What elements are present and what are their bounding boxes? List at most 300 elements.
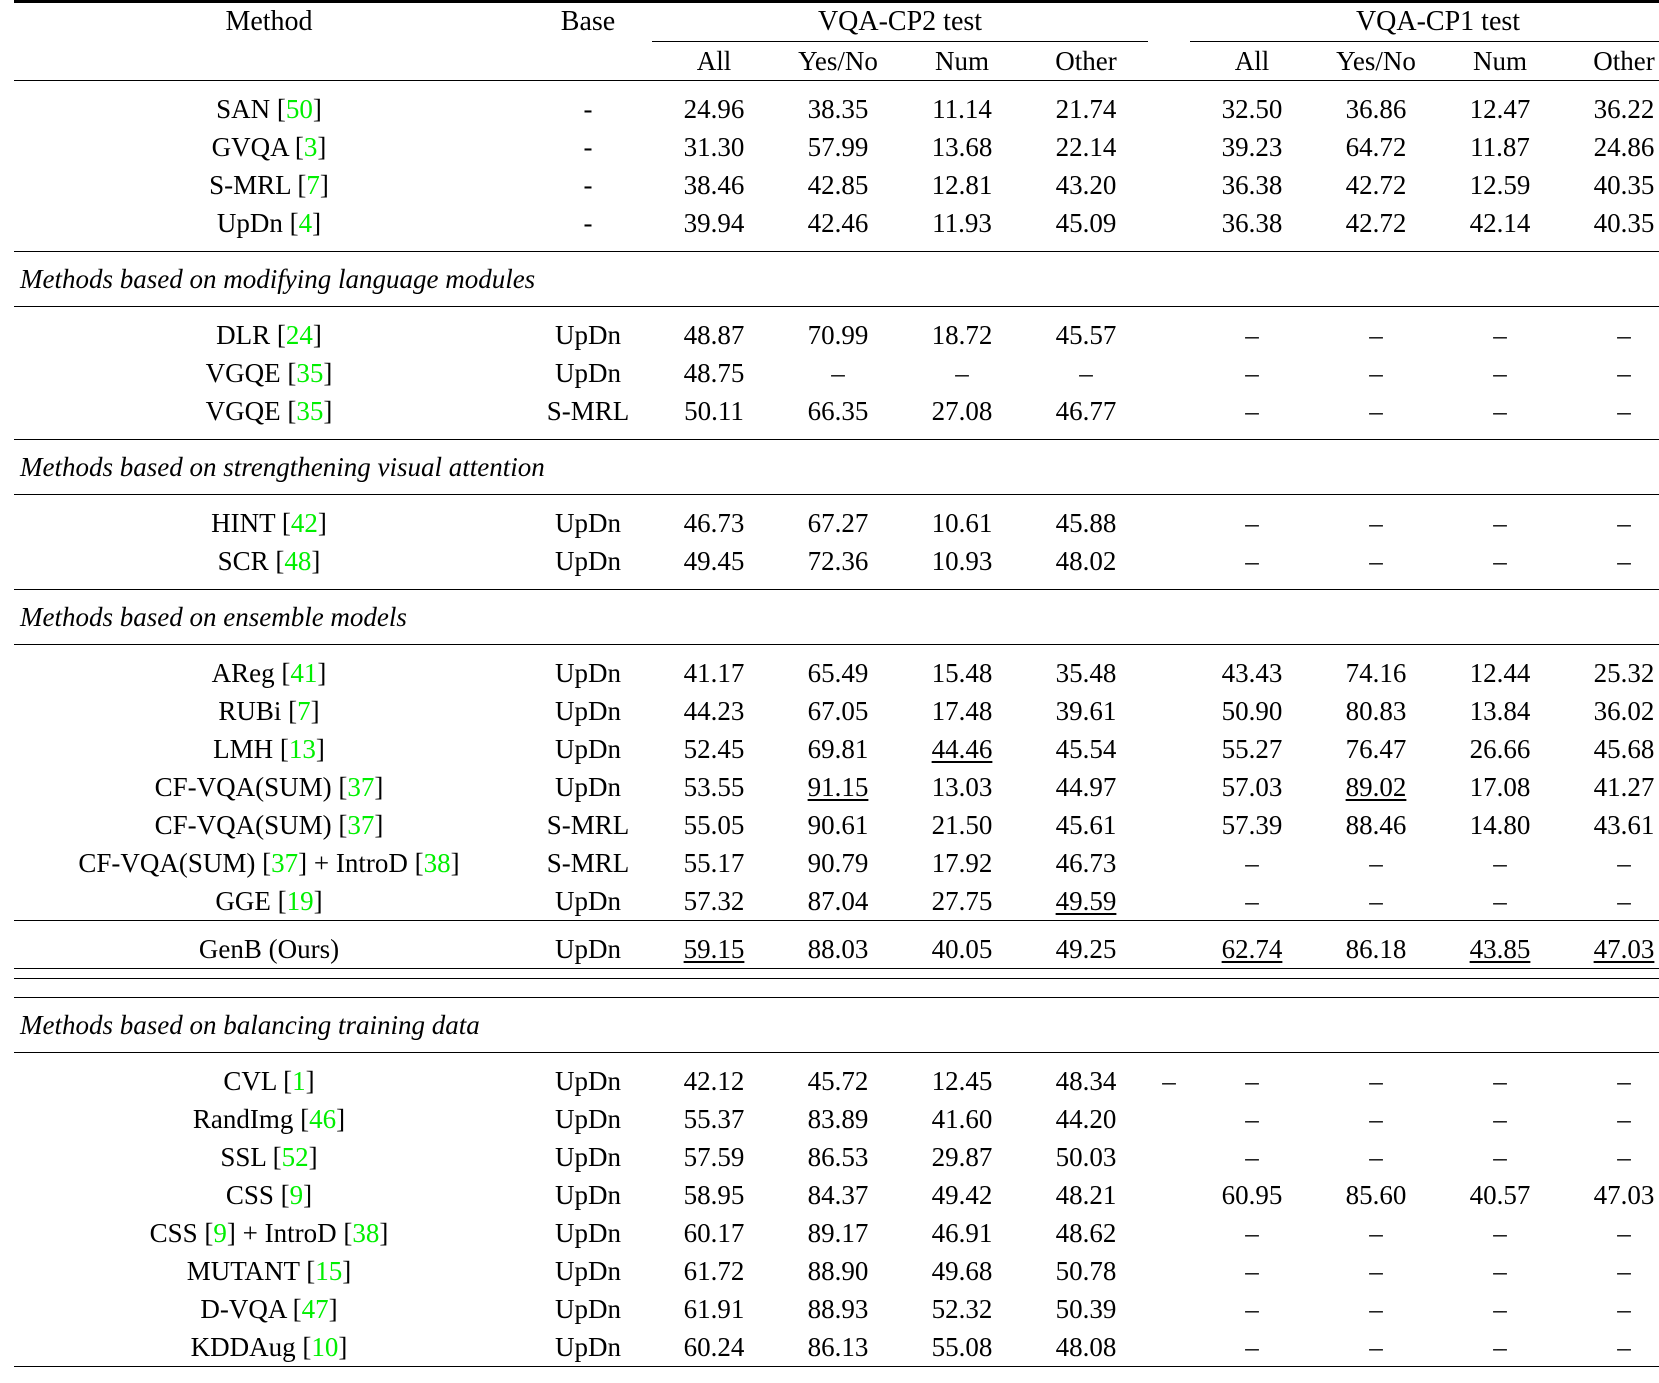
cell-cp1-other: – [1617, 396, 1631, 426]
cell-cp1-yes-no: – [1369, 1256, 1383, 1286]
citation-ref[interactable]: 38 [423, 848, 451, 878]
cell-cp2-other: – [1079, 358, 1093, 388]
cell-cp1-other: 25.32 [1593, 658, 1655, 688]
column-gap [1148, 316, 1190, 354]
section-rule [14, 81, 1659, 91]
cell-method: SSL [52] [220, 1142, 318, 1172]
section-title-row [14, 440, 1659, 495]
cell-cp1-num: – [1493, 848, 1507, 878]
cell-cp2-num: 17.48 [931, 696, 993, 726]
cell-cp1-other: 41.27 [1593, 772, 1655, 802]
citation-ref[interactable]: 1 [292, 1066, 306, 1096]
cell-base: S-MRL [546, 396, 630, 426]
cell-cp1-other: 36.02 [1593, 696, 1655, 726]
cell-cp2-num: 44.46 [931, 734, 993, 764]
cell-method: SAN [50] [216, 94, 322, 124]
cell-cp1-yes-no: – [1369, 1066, 1383, 1096]
cell-cp2-other: 22.14 [1055, 132, 1117, 162]
citation-ref[interactable]: 42 [290, 508, 318, 538]
cell-cp1-yes-no: 88.46 [1345, 810, 1407, 840]
citation-ref[interactable]: 35 [296, 396, 324, 426]
cell-cp2-num: – [955, 358, 969, 388]
citation-ref[interactable]: 47 [301, 1294, 329, 1324]
cell-cp1-num: – [1493, 358, 1507, 388]
cell-cp1-num: 14.80 [1469, 810, 1531, 840]
table-row [14, 166, 1659, 204]
cell-cp1-num: – [1493, 396, 1507, 426]
cell-cp1-all: 39.23 [1221, 132, 1283, 162]
citation-ref[interactable]: 41 [290, 658, 318, 688]
cell-cp2-all: 50.11 [684, 396, 744, 426]
cell-cp2-all: 24.96 [683, 94, 745, 124]
cell-base: UpDn [555, 696, 621, 726]
citation-ref[interactable]: 9 [289, 1180, 304, 1210]
citation-ref[interactable]: 15 [315, 1256, 343, 1286]
table-row [14, 316, 1659, 354]
cell-cp2-other: 50.03 [1055, 1142, 1117, 1172]
cell-cp1-yes-no: 64.72 [1345, 132, 1407, 162]
cell-cp2-num: 41.60 [931, 1104, 993, 1134]
cell-cp2-other: 44.97 [1055, 772, 1117, 802]
cell-cp2-other: 39.61 [1055, 696, 1117, 726]
cell-method: VGQE [35] [205, 396, 333, 426]
table-row [14, 930, 1659, 969]
table-row [14, 128, 1659, 166]
column-gap [1148, 806, 1190, 844]
cell-cp2-num: 13.68 [931, 132, 993, 162]
citation-ref[interactable]: 46 [309, 1104, 337, 1134]
column-gap [1148, 2, 1190, 42]
column-gap [1148, 692, 1190, 730]
column-gap [1148, 1176, 1190, 1214]
cell-base: UpDn [555, 1104, 621, 1134]
cell-base: UpDn [555, 658, 621, 688]
cell-cp1-all: – [1245, 546, 1259, 576]
column-subheader: All [696, 46, 732, 76]
cell-cp1-all: – [1245, 358, 1259, 388]
cell-cp1-other: 47.03 [1593, 934, 1655, 964]
cell-cp2-all: 57.59 [683, 1142, 745, 1172]
cell-cp2-yes-no: 86.53 [807, 1142, 869, 1172]
cell-cp1-yes-no: – [1369, 1332, 1383, 1362]
citation-ref[interactable]: 50 [285, 94, 313, 124]
cell-cp1-other: 40.35 [1593, 208, 1655, 238]
column-header-method: Method [14, 2, 524, 81]
section-title-row [14, 590, 1659, 645]
column-gap [1148, 844, 1190, 882]
cell-cp1-num: – [1493, 1066, 1507, 1096]
spacer-row [14, 988, 1659, 998]
cell-cp1-all: 50.90 [1221, 696, 1283, 726]
cell-cp2-all: 48.75 [683, 358, 745, 388]
section-rule [14, 921, 1659, 931]
citation-ref[interactable]: 10 [311, 1332, 339, 1362]
cell-method: CSS [9] + IntroD [38] [149, 1218, 389, 1248]
column-gap [1148, 730, 1190, 768]
spacer-row [14, 580, 1659, 590]
cell-cp2-all: 60.17 [683, 1218, 745, 1248]
cell-cp1-all: – [1245, 886, 1259, 916]
cell-method: DLR [24] [216, 320, 322, 350]
cell-cp1-num: 17.08 [1469, 772, 1531, 802]
citation-ref[interactable]: 24 [285, 320, 313, 350]
cell-base: UpDn [555, 772, 621, 802]
cell-cp1-yes-no: – [1369, 1294, 1383, 1324]
cell-cp2-yes-no: 72.36 [807, 546, 869, 576]
cell-base: UpDn [555, 358, 621, 388]
cell-cp2-all: 53.55 [683, 772, 745, 802]
cell-cp1-other: – [1617, 1218, 1631, 1248]
cell-cp1-yes-no: – [1369, 320, 1383, 350]
cell-method: GenB (Ours) [198, 934, 340, 964]
section-rule [14, 1053, 1659, 1063]
section-rule [14, 307, 1659, 317]
cell-method: UpDn [4] [216, 208, 322, 238]
cell-cp1-num: – [1493, 1104, 1507, 1134]
cell-cp2-yes-no: 66.35 [807, 396, 869, 426]
citation-ref[interactable]: 4 [298, 208, 313, 238]
cell-cp1-num: 13.84 [1469, 696, 1531, 726]
cell-cp1-yes-no: – [1369, 1218, 1383, 1248]
cell-cp2-yes-no: 67.27 [807, 508, 869, 538]
cell-cp2-all: 41.17 [683, 658, 745, 688]
cell-cp1-all: – [1245, 320, 1259, 350]
table-row [14, 354, 1659, 392]
cell-cp2-other: 50.39 [1055, 1294, 1117, 1324]
cell-cp1-other: – [1617, 320, 1631, 350]
cell-cp2-all: 55.37 [683, 1104, 745, 1134]
cell-cp2-yes-no: 88.93 [807, 1294, 869, 1324]
cell-method: CF-VQA(SUM) [37] + IntroD [38] [78, 848, 460, 878]
cell-cp1-all: 55.27 [1221, 734, 1283, 764]
cell-cp1-yes-no: 74.16 [1345, 658, 1407, 688]
table-row [14, 844, 1659, 882]
cell-cp1-other: – [1617, 1332, 1631, 1362]
cell-cp1-other: 24.86 [1593, 132, 1655, 162]
cell-cp1-other: 45.68 [1593, 734, 1655, 764]
citation-ref[interactable]: 52 [281, 1142, 309, 1172]
cell-cp1-all: 32.50 [1221, 94, 1283, 124]
section-rule [14, 495, 1659, 505]
cell-cp1-num: – [1493, 1256, 1507, 1286]
table-bottom-rule [14, 1367, 1659, 1377]
cell-cp2-yes-no: – [831, 358, 845, 388]
cell-cp1-all: – [1245, 1218, 1259, 1248]
cell-base: UpDn [555, 508, 621, 538]
cell-method: KDDAug [10] [190, 1332, 348, 1362]
cell-cp1-num: – [1493, 1142, 1507, 1172]
cell-cp1-all: – [1245, 1066, 1259, 1096]
cell-cp1-other: – [1617, 886, 1631, 916]
cell-base: UpDn [555, 1256, 621, 1286]
cell-cp1-yes-no: – [1369, 508, 1383, 538]
cell-cp2-other: 45.09 [1055, 208, 1117, 238]
cell-base: UpDn [555, 886, 621, 916]
table-row [14, 654, 1659, 692]
cell-cp2-other: 49.25 [1055, 934, 1117, 964]
cell-cp2-num: 46.91 [931, 1218, 993, 1248]
cell-cp1-yes-no: – [1369, 1104, 1383, 1134]
cell-base: UpDn [555, 546, 621, 576]
cell-cp2-other: 44.20 [1055, 1104, 1117, 1134]
column-gap [1148, 768, 1190, 806]
cell-base: UpDn [555, 1294, 621, 1324]
cell-cp1-other: 43.61 [1593, 810, 1655, 840]
cell-method: VGQE [35] [205, 358, 333, 388]
section-title: Methods based on modifying language modules [14, 252, 1659, 307]
cell-cp1-all: – [1245, 848, 1259, 878]
cell-cp1-yes-no: 89.02 [1345, 772, 1407, 802]
cell-cp2-other: 46.73 [1055, 848, 1117, 878]
cell-cp2-other: 49.59 [1055, 886, 1117, 916]
cell-cp1-all: – [1245, 1332, 1259, 1362]
cell-cp2-yes-no: 90.61 [807, 810, 869, 840]
cell-cp1-num: 43.85 [1469, 934, 1531, 964]
cell-cp2-other: 48.02 [1055, 546, 1117, 576]
cell-cp2-all: 55.05 [683, 810, 745, 840]
table-row [14, 1290, 1659, 1328]
cell-method: SCR [48] [217, 546, 321, 576]
cell-cp2-yes-no: 87.04 [807, 886, 869, 916]
cell-cp1-other: – [1617, 358, 1631, 388]
spacer-row [14, 430, 1659, 440]
cell-cp2-num: 27.75 [931, 886, 993, 916]
cell-cp1-num: 42.14 [1469, 208, 1531, 238]
cell-cp1-num: – [1493, 1218, 1507, 1248]
citation-ref[interactable]: 7 [297, 696, 311, 726]
column-gap [1148, 1138, 1190, 1176]
citation-ref[interactable]: 3 [303, 132, 318, 162]
table-row [14, 504, 1659, 542]
cell-method: HINT [42] [211, 508, 327, 538]
column-header-base: Base [524, 2, 652, 81]
cell-cp2-all: 57.32 [683, 886, 745, 916]
cell-cp2-all: 49.45 [683, 546, 745, 576]
cell-cp1-num: 12.47 [1469, 94, 1531, 124]
column-gap [1148, 1290, 1190, 1328]
cell-cp2-yes-no: 42.46 [807, 208, 869, 238]
column-gap [1148, 128, 1190, 166]
cell-cp1-all: – [1245, 396, 1259, 426]
column-gap [1148, 1214, 1190, 1252]
section-title: Methods based on strengthening visual attention [14, 440, 1659, 495]
cell-base: - [583, 170, 593, 200]
cell-cp2-other: 45.54 [1055, 734, 1117, 764]
cell-cp2-all: 46.73 [683, 508, 745, 538]
cell-cp1-other: – [1617, 1294, 1631, 1324]
section-title-row [14, 252, 1659, 307]
cell-cp2-other: 21.74 [1055, 94, 1117, 124]
cell-method: GVQA [3] [211, 132, 327, 162]
citation-ref[interactable]: 37 [347, 810, 375, 840]
citation-ref[interactable]: 7 [306, 170, 320, 200]
cell-cp1-all: 36.38 [1221, 170, 1283, 200]
cell-cp1-all: – [1245, 1256, 1259, 1286]
table-row [14, 1062, 1659, 1100]
cell-cp2-other: 35.48 [1055, 658, 1117, 688]
cell-cp2-yes-no: 83.89 [807, 1104, 869, 1134]
cell-base: - [583, 94, 593, 124]
column-gap [1148, 354, 1190, 392]
table-header-row-1 [14, 2, 1659, 42]
cell-base: - [583, 132, 593, 162]
cell-cp2-other: 48.08 [1055, 1332, 1117, 1362]
cell-cp2-num: 49.42 [931, 1180, 993, 1210]
cell-cp2-num: 49.68 [931, 1256, 993, 1286]
cell-cp2-other: 46.77 [1055, 396, 1117, 426]
cell-cp2-yes-no: 84.37 [807, 1180, 869, 1210]
table-row [14, 692, 1659, 730]
section-title-row [14, 998, 1659, 1053]
cell-cp2-all: 38.46 [683, 170, 745, 200]
table-row [14, 1100, 1659, 1138]
column-gap [1148, 1100, 1190, 1138]
section-rule [14, 645, 1659, 655]
cell-cp2-all: 61.72 [683, 1256, 745, 1286]
column-gap [1148, 392, 1190, 430]
cell-cp1-other: – [1617, 508, 1631, 538]
cell-method: LMH [13] [213, 734, 325, 764]
table-row [14, 392, 1659, 430]
column-group-header: VQA-CP2 test [652, 2, 1148, 42]
column-gap [1148, 1252, 1190, 1290]
column-group-header: VQA-CP1 test [1190, 2, 1659, 42]
cell-cp2-num: 18.72 [931, 320, 993, 350]
citation-ref[interactable]: 38 [352, 1218, 380, 1248]
cell-method: CVL [1] [223, 1066, 315, 1096]
table-row [14, 730, 1659, 768]
column-gap [1148, 882, 1190, 921]
cell-cp1-all: – [1245, 1142, 1259, 1172]
cell-cp2-other: 48.62 [1055, 1218, 1117, 1248]
cell-cp2-num: 11.93 [932, 208, 992, 238]
cell-method: RandImg [46] [192, 1104, 346, 1134]
cell-method: AReg [41] [211, 658, 327, 688]
cell-cp1-other: – [1617, 1256, 1631, 1286]
cell-cp1-num: – [1493, 508, 1507, 538]
cell-cp2-num: 52.32 [931, 1294, 993, 1324]
cell-cp2-all: 39.94 [683, 208, 745, 238]
cell-cp2-num: 11.14 [932, 94, 992, 124]
column-gap [1148, 542, 1190, 580]
citation-ref[interactable]: 37 [271, 848, 299, 878]
cell-base: UpDn [555, 1218, 621, 1248]
cell-cp2-other: 48.21 [1055, 1180, 1117, 1210]
cell-cp1-yes-no: 42.72 [1345, 208, 1407, 238]
column-subheader: Num [1473, 46, 1527, 76]
cell-base: UpDn [555, 1180, 621, 1210]
table-row [14, 542, 1659, 580]
cell-cp2-yes-no: 57.99 [807, 132, 869, 162]
table-row [14, 768, 1659, 806]
cell-cp1-other: 40.35 [1593, 170, 1655, 200]
cell-cp2-all: 52.45 [683, 734, 745, 764]
cell-cp1-num: – [1493, 320, 1507, 350]
cell-cp2-yes-no: 86.13 [807, 1332, 869, 1362]
cell-cp1-other: 36.22 [1593, 94, 1655, 124]
cell-cp2-yes-no: 65.49 [807, 658, 869, 688]
ours-rule-2 [14, 979, 1659, 989]
cell-cp2-num: 12.81 [931, 170, 993, 200]
cell-cp1-all: 36.38 [1221, 208, 1283, 238]
cell-cp1-other: – [1617, 1104, 1631, 1134]
cell-cp1-num: – [1493, 886, 1507, 916]
cell-base: UpDn [555, 320, 621, 350]
cell-base: UpDn [555, 1066, 621, 1096]
cell-cp2-all: 58.95 [683, 1180, 745, 1210]
cell-cp1-other: – [1617, 1142, 1631, 1172]
citation-ref[interactable]: 19 [286, 886, 314, 916]
cell-base: - [583, 208, 593, 238]
cell-cp2-yes-no: 91.15 [807, 772, 869, 802]
spacer-row [14, 242, 1659, 252]
cell-method: MUTANT [15] [186, 1256, 352, 1286]
cell-cp1-all: 43.43 [1221, 658, 1283, 688]
cell-cp2-yes-no: 90.79 [807, 848, 869, 878]
column-subheader: Other [1593, 46, 1655, 76]
cell-cp1-other: 47.03 [1593, 1180, 1655, 1210]
column-subheader: Other [1055, 46, 1117, 76]
cell-cp1-num: 12.44 [1469, 658, 1531, 688]
cell-cp1-all: 57.39 [1221, 810, 1283, 840]
cell-method: CF-VQA(SUM) [37] [154, 772, 384, 802]
citation-ref[interactable]: 37 [347, 772, 375, 802]
column-subheader: Yes/No [1336, 46, 1416, 76]
cell-cp2-all: 59.15 [683, 934, 745, 964]
column-gap [1148, 42, 1190, 81]
cell-cp1-yes-no: – [1369, 358, 1383, 388]
cell-cp2-other: 50.78 [1055, 1256, 1117, 1286]
column-gap [1148, 204, 1190, 242]
column-gap [1148, 930, 1190, 969]
cell-cp1-num: – [1493, 546, 1507, 576]
cell-cp2-all: 44.23 [683, 696, 745, 726]
column-gap [1148, 654, 1190, 692]
citation-ref[interactable]: 48 [284, 546, 312, 576]
cell-cp2-yes-no: 45.72 [807, 1066, 869, 1096]
cell-method: S-MRL [7] [209, 170, 329, 200]
cell-cp2-all: 31.30 [683, 132, 745, 162]
cell-cp2-num: 27.08 [931, 396, 993, 426]
cell-cp2-all: 60.24 [683, 1332, 745, 1362]
cell-cp1-yes-no: – [1369, 848, 1383, 878]
cell-cp1-yes-no: – [1369, 546, 1383, 576]
citation-ref[interactable]: 9 [213, 1218, 227, 1248]
cell-cp2-num: 10.61 [931, 508, 993, 538]
cell-cp2-num: 12.45 [931, 1066, 993, 1096]
cell-cp1-yes-no: 42.72 [1345, 170, 1407, 200]
cell-base: S-MRL [546, 810, 630, 840]
cell-cp1-other: – [1617, 1066, 1631, 1096]
cell-cp2-num: 29.87 [931, 1142, 993, 1172]
cell-cp2-all: 42.12 [683, 1066, 745, 1096]
cell-cp1-num: 40.57 [1469, 1180, 1531, 1210]
cell-base: UpDn [555, 934, 621, 964]
section-title: Methods based on balancing training data [14, 998, 1659, 1053]
column-subheader: Num [935, 46, 989, 76]
citation-ref[interactable]: 35 [296, 358, 324, 388]
cell-cp1-num: – [1493, 1294, 1507, 1324]
cell-cp1-num: 12.59 [1469, 170, 1531, 200]
cell-cp2-yes-no: 89.17 [807, 1218, 869, 1248]
column-gap [1148, 90, 1190, 128]
citation-ref[interactable]: 13 [288, 734, 316, 764]
cell-base: UpDn [555, 734, 621, 764]
cell-method: RUBi [7] [218, 696, 320, 726]
cell-cp2-yes-no: 69.81 [807, 734, 869, 764]
cell-cp1-num: 11.87 [1470, 132, 1530, 162]
cell-cp1-yes-no: 76.47 [1345, 734, 1407, 764]
